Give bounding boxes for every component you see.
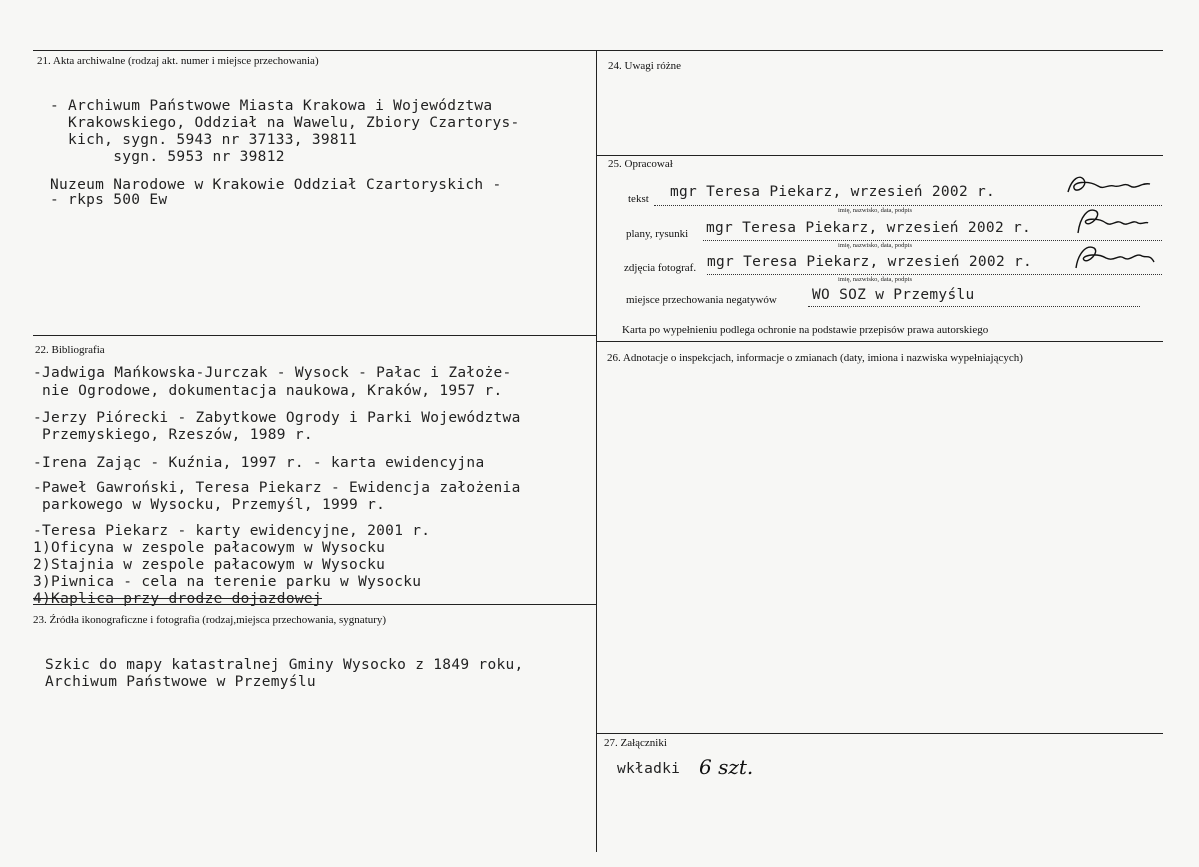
bibliography-line: -Jerzy Piórecki - Zabytkowe Ogrody i Parki Województwa [33,410,521,426]
iconography-line: Szkic do mapy katastralnej Gminy Wysocko z 1849 roku, [45,657,524,673]
attachments-typed: wkładki [617,761,681,777]
top-rule [33,50,1163,51]
bibliography-line: nie Ogrodowe, dokumentacja naukowa, Kraków, 1957 r. [33,383,503,399]
author-photos-label: zdjęcia fotograf. [624,262,697,274]
section-27-label: 27. Załączniki [604,737,667,749]
signature [1070,205,1150,239]
copyright-note: Karta po wypełnieniu podlega ochronie na podstawie przepisów prawa autorskiego [622,324,989,336]
author-plans-label: plany, rysunki [626,228,689,240]
negatives-value: WO SOZ w Przemyślu [812,287,975,303]
field-caption: imię, nazwisko, data, podpis [838,207,913,214]
section-26-label: 26. Adnotacje o inspekcjach, informacje o zmianach (daty, imiona i nazwiska wypełniających) [607,352,1023,364]
author-text-value: mgr Teresa Piekarz, wrzesień 2002 r. [670,184,996,200]
dotted-line [707,274,1162,275]
section-22-label: 22. Bibliografia [35,344,105,356]
signature [1058,170,1153,200]
section-21-label: 21. Akta archiwalne (rodzaj akt. numer i miejsce przechowania) [37,55,319,67]
right-divider-25-26 [596,341,1163,342]
bibliography-line-struck: 4)Kaplica przy drodze dojazdowej [33,591,322,607]
bibliography-line: 3)Piwnica - cela na terenie parku w Wysocku [33,574,422,590]
section-24-label: 24. Uwagi różne [608,60,682,72]
section-23-label: 23. Źródła ikonograficzne i fotografia (rodzaj,miejsca przechowania, sygnatury) [33,614,387,626]
author-text-label: tekst [628,193,649,205]
section-21-line: Krakowskiego, Oddział na Wawelu, Zbiory Czartorys- [50,115,520,131]
bibliography-line: -Paweł Gawroński, Teresa Piekarz - Ewidencja założenia [33,480,521,496]
bibliography-line: 1)Oficyna w zespole pałacowym w Wysocku [33,540,386,556]
field-caption: imię, nazwisko, data, podpis [838,242,913,249]
right-divider-26-27 [596,733,1163,734]
section-21-line: Nuzeum Narodowe w Krakowie Oddział Czartoryskich - [50,177,502,193]
dotted-line [808,306,1140,307]
author-photos-value: mgr Teresa Piekarz, wrzesień 2002 r. [707,254,1033,270]
signature [1066,240,1156,274]
attachments-handwritten: 6 szt. [699,755,754,779]
bibliography-line: 2)Stajnia w zespole pałacowym w Wysocku [33,557,386,573]
negatives-label: miejsce przechowania negatywów [626,294,777,306]
bibliography-line: parkowego w Wysocku, Przemyśl, 1999 r. [33,497,386,513]
right-divider-24-25 [596,155,1163,156]
bibliography-line: -Irena Zając - Kuźnia, 1997 r. - karta ewidencyjna [33,455,485,471]
left-divider-21-22 [33,335,596,336]
bibliography-line: Przemyskiego, Rzeszów, 1989 r. [33,427,313,443]
bibliography-line: -Teresa Piekarz - karty ewidencyjne, 2001 r. [33,523,431,539]
bibliography-line: -Jadwiga Mańkowska-Jurczak - Wysock - Pałac i Założe- [33,365,512,381]
section-25-label: 25. Opracował [608,158,673,170]
column-divider [596,50,597,852]
section-21-line: sygn. 5953 nr 39812 [50,149,285,165]
section-21-line: - Archiwum Państwowe Miasta Krakowa i Województwa [50,98,493,114]
section-21-line: - rkps 500 Ew [50,192,168,208]
author-plans-value: mgr Teresa Piekarz, wrzesień 2002 r. [706,220,1032,236]
field-caption: imię, nazwisko, data, podpis [838,276,913,283]
section-21-line: kich, sygn. 5943 nr 37133, 39811 [50,132,358,148]
iconography-line: Archiwum Państwowe w Przemyślu [45,674,316,690]
